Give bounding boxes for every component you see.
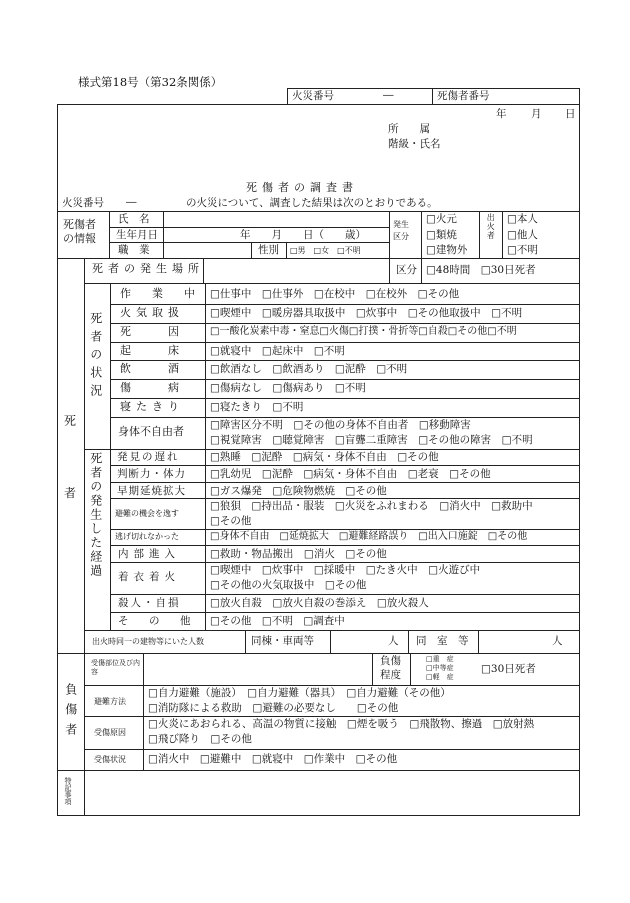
date-month: 月 [531,108,542,120]
situation-options-3: □一酸化炭素中毒・窒息□火傷□打撲・骨折等□自殺□その他□不明 [210,326,517,337]
status-options: □消火中 □避難中 □就寝中 □作業中 □その他 [148,753,398,765]
fireperson-label: 出火者 [486,213,496,240]
course-options-4b: □その他 [210,515,252,527]
date-day: 日 [565,108,576,120]
course-options-7b: □その他の火気取扱中 □その他 [210,579,367,591]
sex-options: □男 □女 □不明 [290,246,361,255]
cause-options-2: □飛び降り □その他 [148,733,252,745]
occur-option-1: □火元 [426,213,457,225]
course-options-7: □喫煙中 □炊事中 □採暖中 □たき火中 □火遊び中 [210,564,481,576]
course-options-6: □救助・物品搬出 □消火 □その他 [210,548,387,560]
injury-cause-label: 受傷原因 [94,728,126,737]
situation-label-1: 作 業 中 [120,287,200,300]
sex-label: 性別 [258,244,279,256]
situation-label-6: 傷 病 [120,381,184,394]
course-label: 死者の発生した経過 [88,452,103,578]
situation-label-5: 飲 酒 [120,362,184,375]
course-label-1: 発見の遅れ [117,451,180,463]
document-title: 死傷者の調査書 [246,181,358,194]
intro-dash: ― [126,196,137,208]
injury-status-label: 受傷状況 [94,755,126,764]
course-label-2: 判断力・体力 [117,468,186,480]
course-options-5: □身体不自由 □延焼拡大 □避難経路誤り □出入口施錠 □その他 [210,531,528,542]
evac-options: □自力避難（施設） □自力避難（器具） □自力避難（その他） [148,687,451,699]
kubun-label: 区分 [396,264,417,276]
person-unit-1: 人 [388,635,399,647]
injury-degree-label: 負傷程度 [380,655,401,681]
death-place-label: 死者の発生場所 [92,262,204,275]
injury-section-label: 負傷者 [63,683,78,743]
course-label-4: 避難の機会を逸す [115,509,179,518]
kubun-options: □48時間 □30日死者 [426,264,536,276]
occur-option-3: □建物外 [426,244,468,256]
person-unit-2: 人 [552,635,563,647]
name-label: 氏 名 [118,213,150,225]
situation-options-8b: □視覚障害 □聴覚障害 □盲聾二重障害 □その他の障害 □不明 [210,434,533,446]
same-building-label: 出火時同一の建物等にいた人数 [92,637,204,646]
rank-name-label: 階級・氏名 [388,138,441,150]
course-label-6: 内部進入 [118,548,180,560]
situation-label-4: 起 床 [120,344,184,357]
intro-fire-number: 火災番号 [62,197,104,209]
course-label-9: そ の 他 [118,615,196,627]
situation-label-2: 火気取扱 [120,306,184,319]
course-label-5: 逃げ切れなかった [115,532,179,541]
cause-options: □火炎にあおられる、高温の物質に接触 □煙を吸う □飛散物、擦過 □放射熱 [148,718,535,730]
intro-text: の火災について、調査した結果は次のとおりである。 [186,197,438,209]
degree-option-3: □軽 症 [426,673,454,681]
fireperson-option-1: □本人 [507,213,538,225]
degree-option-2: □中等症 [426,664,454,672]
situation-options-8: □障害区分不明 □その他の身体不自由者 □移動障害 [210,419,471,431]
situation-options-5: □飲酒なし □飲酒あり □泥酔 □不明 [210,363,408,375]
situation-options-1: □仕事中 □仕事外 □在校中 □在校外 □その他 [210,288,460,300]
job-label: 職 業 [118,244,150,256]
occur-category-label: 発生区分 [393,220,409,241]
course-options-1: □熟睡 □泥酔 □病気・身体不自由 □その他 [210,451,439,463]
same-building-value: 同棟・車両等 [251,635,314,647]
course-label-7: 着衣着火 [118,571,180,583]
death-section-label: 死 [64,414,77,428]
fire-number-label: 火災番号 [292,90,334,102]
info-section-label: 死傷者の情報 [63,218,96,246]
date-year: 年 [496,108,507,120]
situation-options-7: □寝たきり □不明 [210,401,304,413]
situation-label: 死者の状況 [88,312,103,402]
injury-part-label: 受傷部位及び内容 [91,659,140,677]
fireperson-option-3: □不明 [507,244,538,256]
situation-label-7: 寝たきり [120,400,184,413]
thirty-day-death: □30日死者 [481,663,536,675]
evac-method-label: 避難方法 [94,697,126,706]
occur-option-2: □類焼 [426,229,457,241]
form-number: 様式第18号（第32条関係） [78,75,223,89]
affiliation-label: 所 属 [388,123,430,135]
degree-option-1: □重 症 [426,655,454,663]
fire-number-dash: ― [383,89,394,101]
same-room-label: 同 室 等 [416,635,469,647]
birth-label: 生年月日 [116,229,158,241]
situation-options-4: □就寝中 □起床中 □不明 [210,345,345,357]
course-options-2: □乳幼児 □泥酔 □病気・身体不自由 □老衰 □その他 [210,468,491,480]
fireperson-option-2: □他人 [507,229,538,241]
course-options-8: □放火自殺 □放火自殺の巻添え □放火殺人 [210,597,429,609]
situation-label-8: 身体不自由者 [118,425,184,438]
birth-fields: 年 月 日（ 歳） [240,229,366,241]
evac-options-2: □消防隊による救助 □避難の必要なし □その他 [148,702,399,714]
notes-label: 特記事項 [64,777,73,805]
death-section-label-2: 者 [64,486,77,500]
situation-options-6: □傷病なし □傷病あり □不明 [210,382,366,394]
casualty-number-label: 死傷者番号 [437,90,490,102]
course-options-9: □その他 □不明 □調査中 [210,615,345,627]
situation-options-2: □喫煙中 □暖房器具取扱中 □炊事中 □その他取扱中 □不明 [210,307,523,319]
course-options-4: □狼狽 □持出品・服装 □火災をふれまわる □消火中 □救助中 [210,500,533,512]
situation-label-3: 死 因 [120,325,184,338]
course-label-8: 殺人・自損 [118,597,181,609]
course-options-3: □ガス爆発 □危険物燃焼 □その他 [210,485,387,497]
course-label-3: 早期延焼拡大 [117,485,186,497]
